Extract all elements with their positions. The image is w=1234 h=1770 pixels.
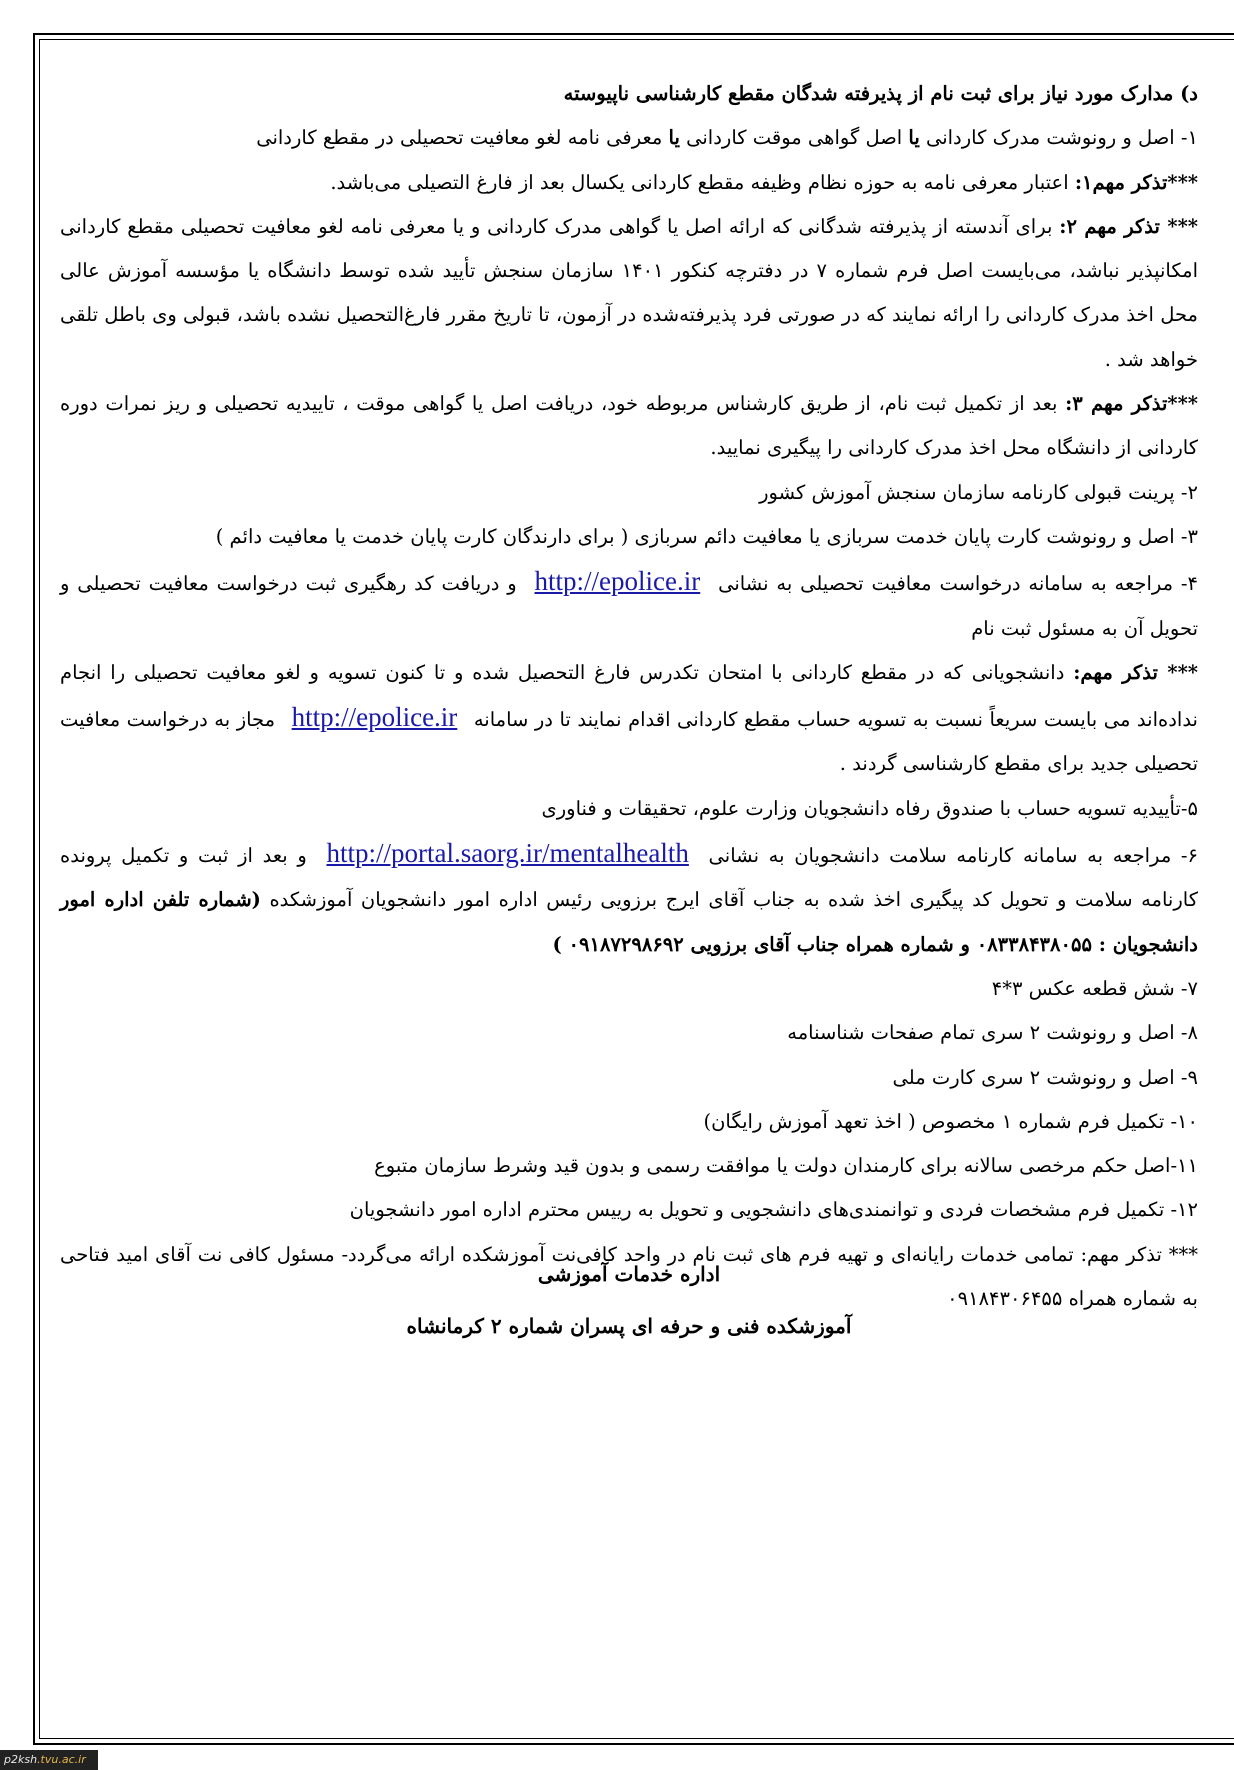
- item-7: ۷- شش قطعه عکس ۳*۴: [991, 976, 1198, 1000]
- item-9: ۹- اصل و رونوشت ۲ سری کارت ملی: [892, 1065, 1198, 1089]
- mentalhealth-link[interactable]: http://portal.saorg.ir/mentalhealth: [326, 838, 689, 869]
- item-6: ۶- مراجعه به سامانه کارنامه سلامت دانشجویان به نشانی http://portal.saorg.ir/mentalhealth و بعد از ثبت و تکمیل پرونده کارنامه سلامت و تحویل کد پیگیری اخذ شده به جناب آقای ایرج برزویی رئیس اداره امور دانشجویان آموزشکده (شماره تلفن اداره امور دانشجویان : ۰۸۳۳۸۴۳۸۰۵۵ و شماره همراه جناب آقای برزویی ۰۹۱۸۷۲۹۸۶۹۲ ): [60, 838, 1198, 956]
- note-4: *** تذکر مهم: دانشجویانی که در مقطع کاردانی با امتحان تکدرس فارغ التحصیل شده و تا کنون تسویه و لغو معافیت تحصیلی را انجام نداده‌اند می بایست سریعاً نسبت به تسویه حساب مقطع کاردانی اقدام نمایند تا در سامانه http://epolice.ir مجاز به درخواست معافیت تحصیلی جدید برای مقطع کارشناسی گردند .: [60, 660, 1198, 776]
- item-11: ۱۱-اصل حکم مرخصی سالانه برای کارمندان دولت یا موافقت رسمی و بدون قید وشرط سازمان متبوع: [374, 1154, 1198, 1178]
- epolice-link[interactable]: http://epolice.ir: [534, 566, 701, 597]
- item-5: ۵-تأییدیه تسویه حساب با صندوق رفاه دانشجویان وزارت علوم، تحقیقات و فناوری: [541, 796, 1198, 820]
- item-8: ۸- اصل و رونوشت ۲ سری تمام صفحات شناسنامه: [787, 1021, 1198, 1045]
- item-2: ۲- پرینت قبولی کارنامه سازمان سنجش آموزش کشور: [759, 480, 1198, 504]
- document-body: [60, 72, 1198, 1321]
- note-2: *** تذکر مهم ۲: برای آندسته از پذیرفته شدگانی که ارائه اصل یا گواهی مدرک کاردانی و یا معرفی نامه لغو معافیت تحصیلی مقطع کاردانی امکانپذیر نباشد، می‌بایست اصل فرم شماره ۷ در دفترچه کنکور ۱۴۰۱ سازمان سنجش تأیید شده توسط دانشگاه یا مؤسسه آموزش عالی محل اخذ مدرک کاردانی را ارائه نمایند که در صورتی فرد پذیرفته‌شده در آزمون، تا تاریخ مقرر فارغ‌التحصیل نشده باشد، قبولی وی باطل تلقی خواهد شد .: [60, 214, 1199, 371]
- item-4: ۴- مراجعه به سامانه درخواست معافیت تحصیلی به نشانی http://epolice.ir و دریافت کد رهگیری ثبت درخواست معافیت تحصیلی و تحویل آن به مسئول ثبت نام: [60, 566, 1198, 640]
- site-watermark-badge: p2ksh.tvu.ac.ir: [0, 1750, 98, 1770]
- footer-office-title: اداره خدمات آموزشی: [537, 1262, 721, 1286]
- footer-school-name: آموزشکده فنی و حرفه ای پسران شماره ۲ کرمانشاه: [406, 1314, 852, 1338]
- note-3: ***تذکر مهم ۳: بعد از تکمیل ثبت نام، از طریق کارشناس مربوطه خود، دریافت اصل یا گواهی موقت ، تاییدیه تحصیلی و ریز نمرات دوره کاردانی از دانشگاه محل اخذ مدرک کاردانی را پیگیری نمایید.: [60, 392, 1198, 460]
- section-heading: د) مدارک مورد نیاز برای ثبت نام از پذیرفته شدگان مقطع کارشناسی ناپیوسته: [563, 82, 1198, 105]
- note-1: ***تذکر مهم۱: اعتبار معرفی نامه به حوزه نظام وظیفه مقطع کاردانی یکسال بعد از فارغ التصیلی می‌باشد.: [330, 170, 1198, 194]
- epolice-link-2[interactable]: http://epolice.ir: [291, 702, 458, 733]
- item-12: ۱۲- تکمیل فرم مشخصات فردی و توانمندی‌های دانشجویی و تحویل به رییس محترم اداره امور دانشجویان: [349, 1198, 1198, 1222]
- item-10: ۱۰- تکمیل فرم شماره ۱ مخصوص ( اخذ تعهد آموزش رایگان): [703, 1109, 1198, 1133]
- note-5: *** تذکر مهم: تمامی خدمات رایانه‌ای و تهیه فرم های ثبت نام در واحد کافی‌نت آموزشکده ارائه می‌گردد- مسئول کافی نت آقای امید فتاحی به شماره همراه ۰۹۱۸۴۳۰۶۴۵۵: [60, 1242, 1198, 1311]
- item-1: ۱- اصل و رونوشت مدرک کاردانی یا اصل گواهی موقت کاردانی یا معرفی نامه لغو معافیت تحصیلی در مقطع کاردانی: [256, 126, 1198, 150]
- item-3: ۳- اصل و رونوشت کارت پایان خدمت سربازی یا معافیت دائم سربازی ( برای دارندگان کارت پایان خدمت یا معافیت دائم ): [215, 524, 1198, 548]
